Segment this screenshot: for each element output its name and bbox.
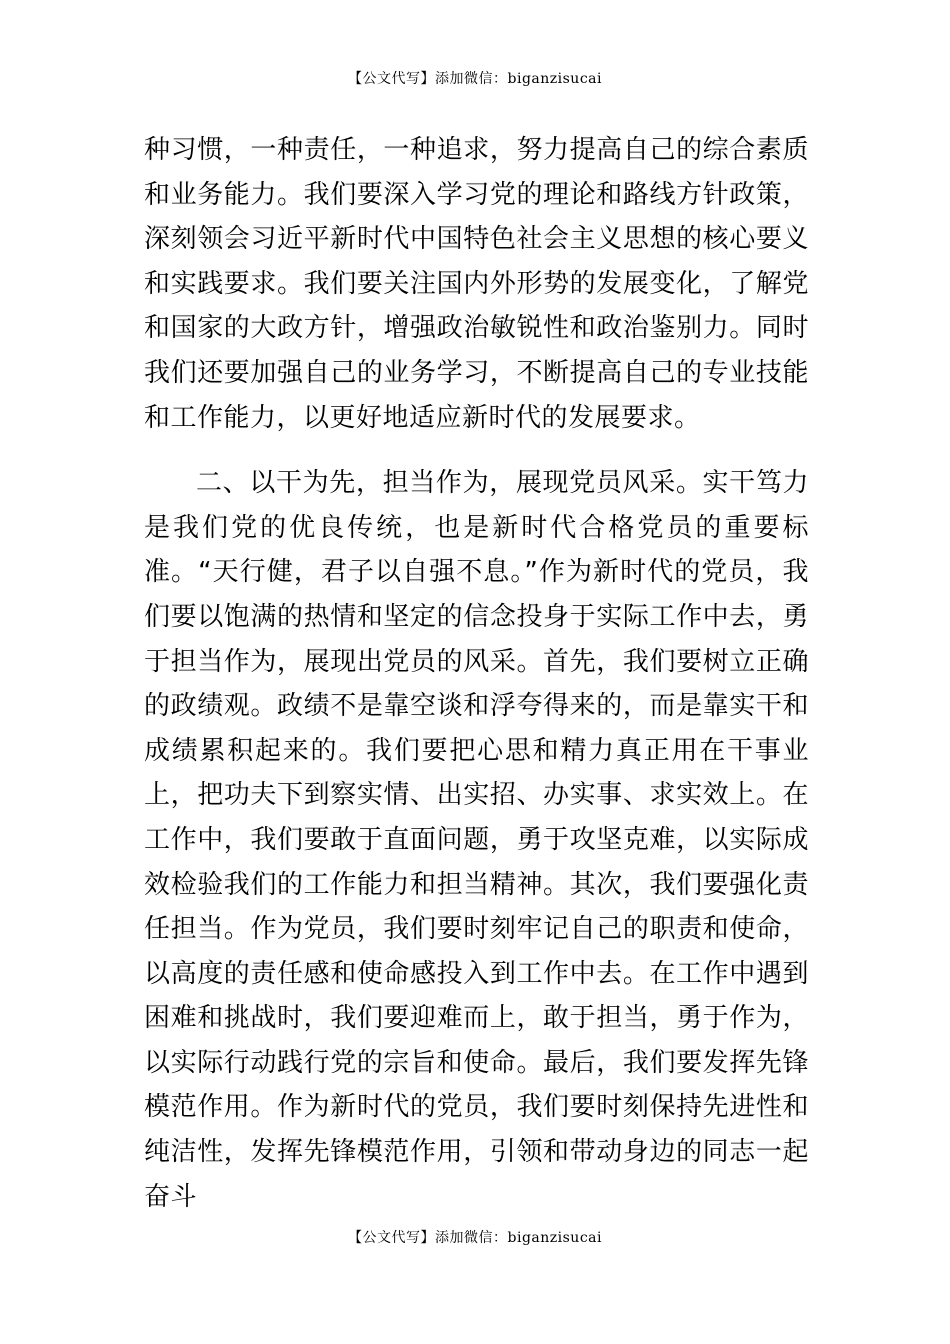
document-body: [144, 128, 809, 1219]
page-footer: 【公文代写】添加微信：biganzisucai: [348, 1230, 602, 1246]
paragraph-continued: 种习惯，一种责任，一种追求，努力提高自己的综合素质和业务能力。我们要深入学习党的理论和路线方针政策，深刻领会习近平新时代中国特色社会主义思想的核心要义和实践要求。我们要关注国内外形势的发展变化，了解党和国家的大政方针，增强政治敏锐性和政治鉴别力。同时我们还要加强自己的业务学习，不断提高自己的专业技能和工作能力，以更好地适应新时代的发展要求。: [144, 135, 809, 433]
page-header: 【公文代写】添加微信：biganzisucai: [348, 71, 602, 87]
paragraph-section-two: 二、以干为先，担当作为，展现党员风采。实干笃力是我们党的优良传统，也是新时代合格党员的重要标准。“天行健，君子以自强不息。”作为新时代的党员，我们要以饱满的热情和坚定的信念投身于实际工作中去，勇于担当作为，展现出党员的风采。首先，我们要树立正确的政绩观。政绩不是靠空谈和浮夸得来的，而是靠实干和成绩累积起来的。我们要把心思和精力真正用在干事业上，把功夫下到察实情、出实招、办实事、求实效上。在工作中，我们要敢于直面问题，勇于攻坚克难，以实际成效检验我们的工作能力和担当精神。其次，我们要强化责任担当。作为党员，我们要时刻牢记自己的职责和使命，以高度的责任感和使命感投入到工作中去。在工作中遇到困难和挑战时，我们要迎难而上，敢于担当，勇于作为，以实际行动践行党的宗旨和使命。最后，我们要发挥先锋模范作用。作为新时代的党员，我们要时刻保持先进性和纯洁性，发挥先锋模范作用，引领和带动身边的同志一起奋斗: [144, 468, 809, 1212]
